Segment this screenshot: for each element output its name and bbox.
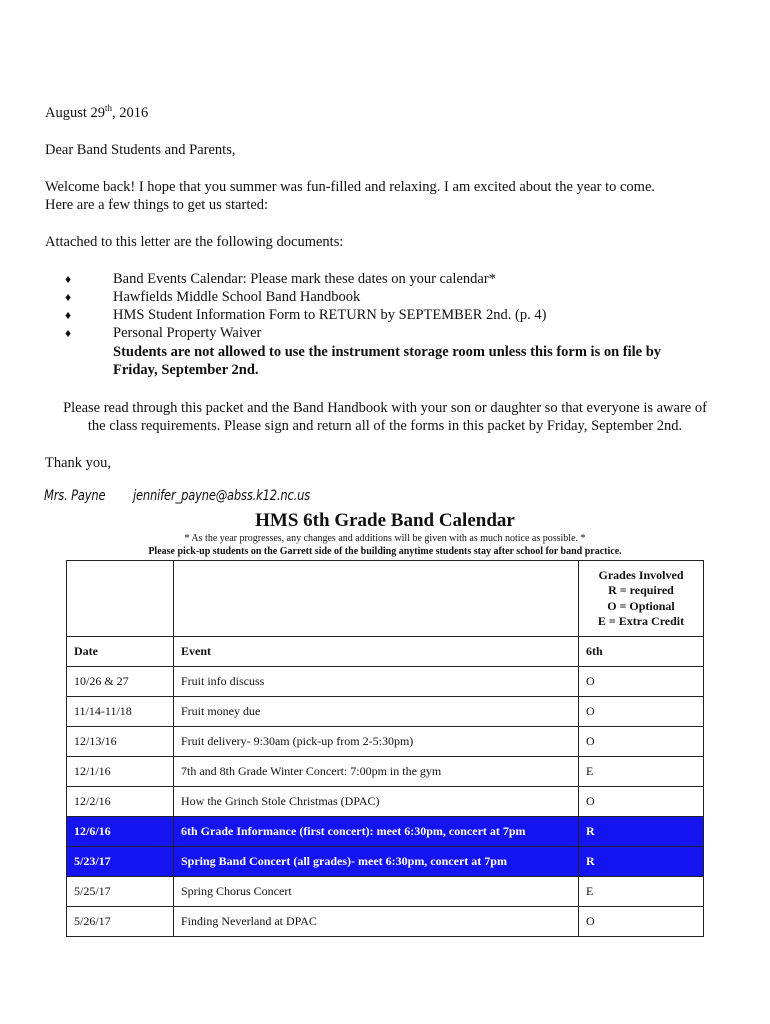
document-list-item: Hawfields Middle School Band Handbook: [113, 289, 361, 305]
event-date: 10/26 & 27: [67, 667, 174, 697]
welcome-line-2: Here are a few things to get us started:: [45, 197, 269, 213]
event-date: 12/13/16: [67, 727, 174, 757]
table-row: [67, 787, 704, 817]
table-header-row: [67, 561, 704, 637]
table-row: [67, 667, 704, 697]
table-row: [67, 697, 704, 727]
diamond-bullet-icon: ♦: [65, 308, 72, 322]
attached-line: Attached to this letter are the following documents:: [45, 234, 344, 250]
read-line-1: Please read through this packet and the Band Handbook with your son or daughter so that everyone is aware of: [63, 400, 707, 416]
waiver-note-line-1: Students are not allowed to use the instrument storage room unless this form is on file by: [113, 344, 662, 360]
highlighted-table-row: [67, 847, 704, 877]
event-date: 5/26/17: [67, 907, 174, 937]
signature-name: Mrs. Payne: [44, 488, 106, 504]
event-grade: O: [579, 667, 704, 697]
document-list-item: Personal Property Waiver: [113, 325, 262, 341]
event-grade: E: [579, 757, 704, 787]
event-date: 5/25/17: [67, 877, 174, 907]
event-grade: R: [579, 847, 704, 877]
event-name: Spring Band Concert (all grades)- meet 6:30pm, concert at 7pm: [174, 847, 579, 877]
event-date: 12/2/16: [67, 787, 174, 817]
welcome-line-1: Welcome back! I hope that you summer was fun-filled and relaxing. I am excited about the year to come.: [45, 179, 656, 195]
calendar-note: * As the year progresses, any changes and additions will be given with as much notice as possible. *: [184, 533, 586, 544]
grades-involved-heading: Grades Involved: [598, 567, 684, 582]
diamond-bullet-icon: ♦: [65, 290, 72, 304]
event-name: Spring Chorus Concert: [174, 877, 579, 907]
table-row: [67, 877, 704, 907]
highlighted-table-row: [67, 817, 704, 847]
legend-extra-credit: E = Extra Credit: [597, 614, 685, 628]
empty-cell: [174, 561, 579, 637]
document-list-item: Band Events Calendar: Please mark these dates on your calendar*: [113, 271, 496, 287]
empty-cell: [67, 561, 174, 637]
diamond-bullet-icon: ♦: [65, 326, 72, 340]
column-header-grade: 6th: [579, 637, 704, 667]
pickup-note: Please pick-up students on the Garrett side of the building anytime students stay after school for band practice.: [148, 546, 622, 557]
event-grade: O: [579, 907, 704, 937]
event-date: 12/1/16: [67, 757, 174, 787]
waiver-note-line-2: Friday, September 2nd.: [113, 362, 259, 378]
legend-required: R = required: [608, 583, 674, 597]
grades-involved-legend: [579, 561, 704, 637]
event-name: Fruit delivery- 9:30am (pick-up from 2-5:30pm): [174, 727, 579, 757]
signature-email: jennifer_payne@abss.k12.nc.us: [133, 488, 311, 504]
closing: Thank you,: [45, 455, 112, 471]
column-header-date: Date: [67, 637, 174, 667]
event-name: How the Grinch Stole Christmas (DPAC): [174, 787, 579, 817]
event-date: 5/23/17: [67, 847, 174, 877]
event-name: Fruit money due: [174, 697, 579, 727]
event-grade: O: [579, 727, 704, 757]
legend-optional: O = Optional: [607, 598, 675, 613]
table-row: [67, 727, 704, 757]
event-grade: O: [579, 697, 704, 727]
event-grade: O: [579, 787, 704, 817]
event-grade: R: [579, 817, 704, 847]
event-date: 11/14-11/18: [67, 697, 174, 727]
column-header-row: [67, 637, 704, 667]
read-line-2: the class requirements. Please sign and return all of the forms in this packet by Friday, September 2nd.: [87, 418, 683, 434]
greeting: Dear Band Students and Parents,: [45, 142, 236, 158]
document-list-item: HMS Student Information Form to RETURN by SEPTEMBER 2nd. (p. 4): [113, 307, 547, 323]
letter-date: August 29th, 2016: [45, 103, 149, 121]
event-name: Finding Neverland at DPAC: [174, 907, 579, 937]
band-calendar-table: [66, 560, 704, 937]
event-grade: E: [579, 877, 704, 907]
event-name: 6th Grade Informance (first concert): meet 6:30pm, concert at 7pm: [174, 817, 579, 847]
event-date: 12/6/16: [67, 817, 174, 847]
table-row: [67, 907, 704, 937]
diamond-bullet-icon: ♦: [65, 272, 72, 286]
event-name: 7th and 8th Grade Winter Concert: 7:00pm in the gym: [174, 757, 579, 787]
calendar-title: HMS 6th Grade Band Calendar: [255, 510, 515, 531]
table-row: [67, 757, 704, 787]
event-name: Fruit info discuss: [174, 667, 579, 697]
column-header-event: Event: [174, 637, 579, 667]
